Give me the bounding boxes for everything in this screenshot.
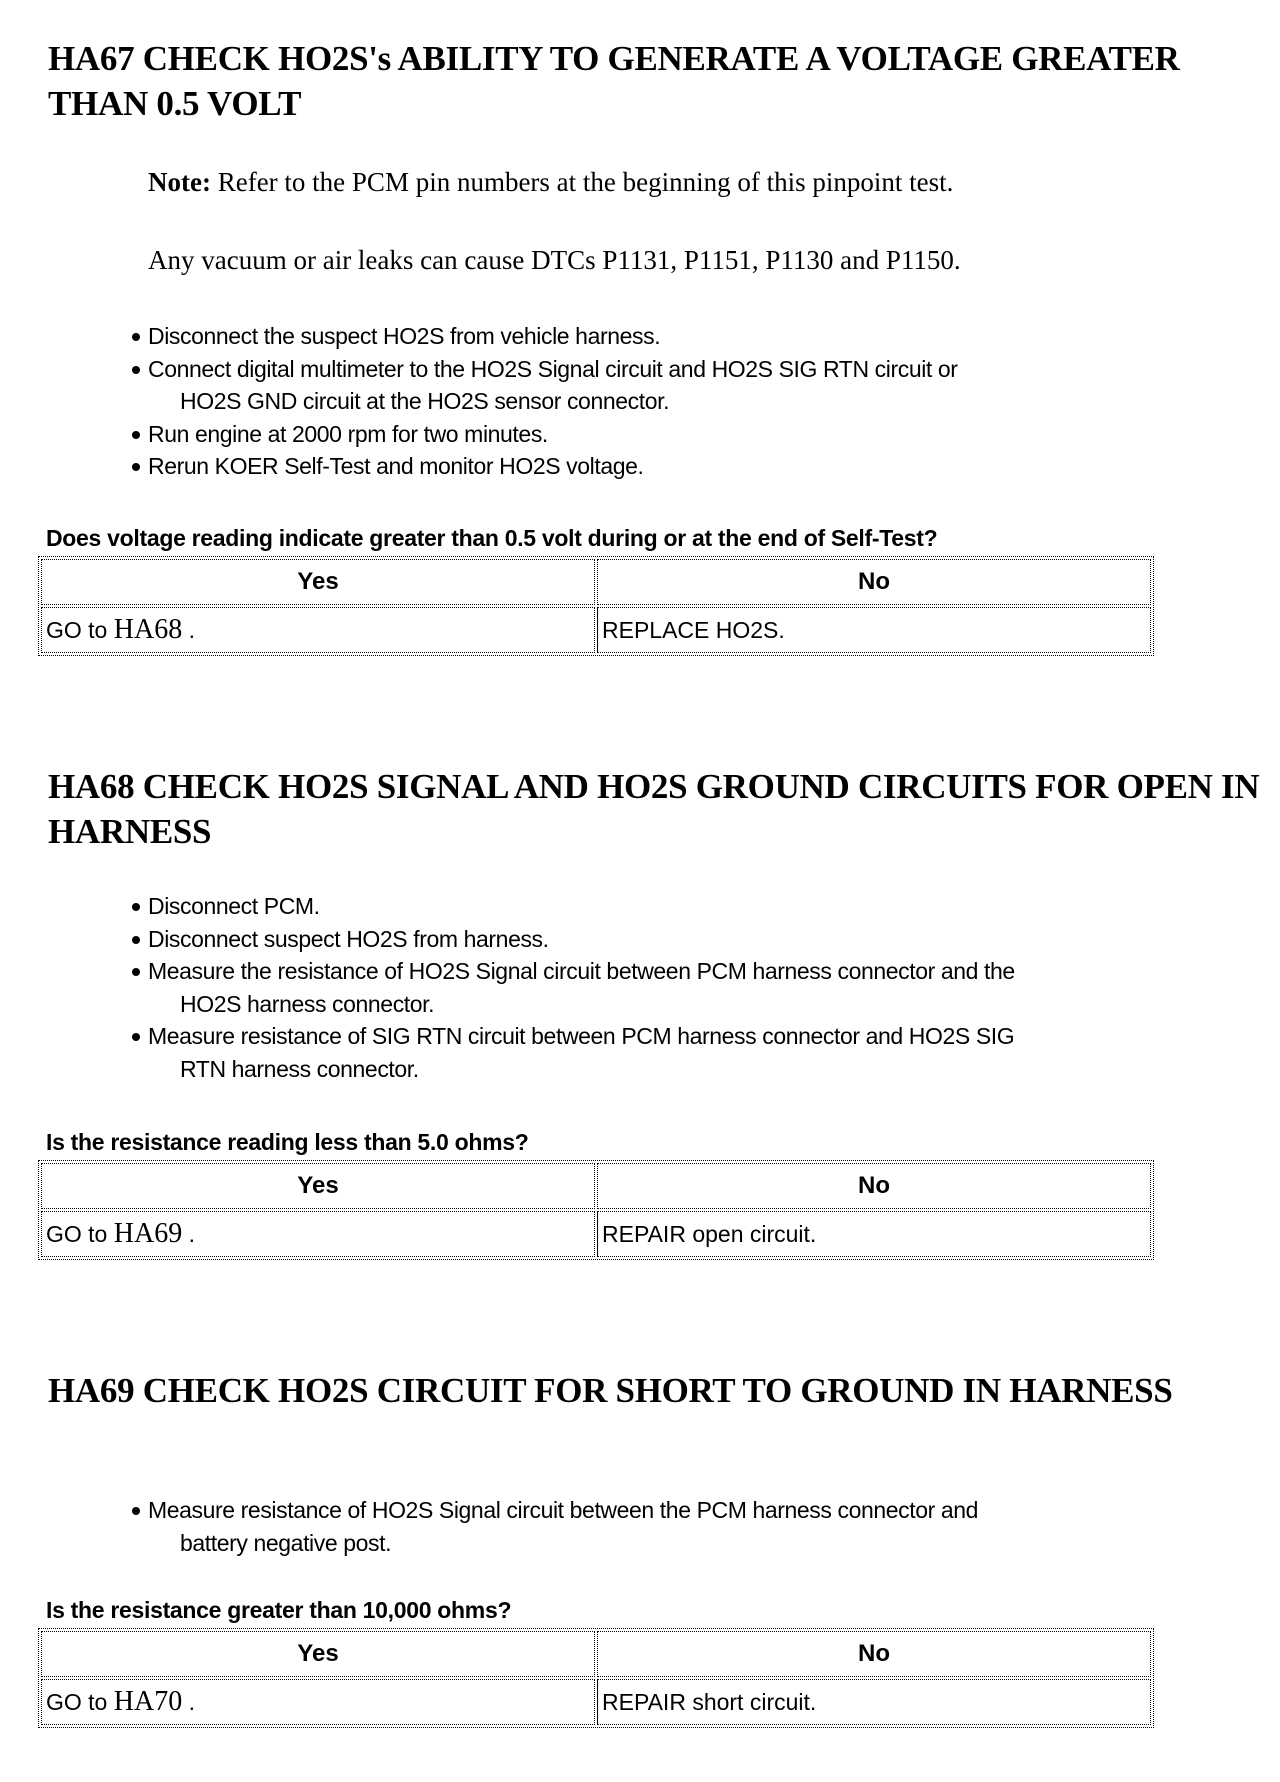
yes-header: Yes bbox=[41, 559, 595, 605]
step-item bbox=[130, 450, 1240, 483]
step-text-continued: HO2S GND circuit at the HO2S sensor connector. bbox=[180, 388, 670, 414]
yes-cell bbox=[41, 607, 595, 653]
yes-cell bbox=[41, 1679, 595, 1725]
step-item bbox=[130, 1020, 1240, 1085]
step-text: Disconnect suspect HO2S from harness. bbox=[148, 925, 549, 952]
goto-prefix: GO to bbox=[46, 1221, 114, 1247]
step-text: Connect digital multimeter to the HO2S Signal circuit and HO2S SIG RTN circuit or bbox=[148, 355, 958, 382]
no-header: No bbox=[597, 559, 1151, 605]
goto-suffix: . bbox=[182, 1221, 195, 1247]
test-question: Is the resistance reading less than 5.0 ohms? bbox=[46, 1129, 529, 1155]
yes-header: Yes bbox=[41, 1163, 595, 1209]
yes-cell bbox=[41, 1211, 595, 1257]
step-list bbox=[130, 1494, 1240, 1559]
step-item bbox=[130, 418, 1240, 451]
step-text-continued: battery negative post. bbox=[180, 1529, 392, 1556]
goto-suffix: . bbox=[182, 1689, 195, 1715]
step-item bbox=[130, 955, 1240, 1020]
step-text: Disconnect the suspect HO2S from vehicle harness. bbox=[148, 323, 661, 349]
no-header: No bbox=[597, 1163, 1151, 1209]
step-text: Disconnect PCM. bbox=[148, 893, 320, 919]
goto-link-ha70[interactable]: HA70 bbox=[113, 1686, 183, 1717]
test-question: Does voltage reading indicate greater than 0.5 volt during or at the end of Self-Test? bbox=[46, 525, 938, 551]
section-heading-ha68: HA68 CHECK HO2S SIGNAL AND HO2S GROUND CIRCUITS FOR OPEN IN HARNESS bbox=[48, 767, 1260, 851]
step-item bbox=[130, 320, 1240, 353]
step-list bbox=[130, 890, 1240, 1085]
goto-prefix: GO to bbox=[46, 617, 114, 643]
goto-suffix: . bbox=[182, 617, 195, 643]
step-text: Rerun KOER Self-Test and monitor HO2S voltage. bbox=[148, 453, 644, 479]
no-cell: REPAIR short circuit. bbox=[597, 1679, 1151, 1725]
no-cell: REPAIR open circuit. bbox=[597, 1211, 1151, 1257]
yes-header: Yes bbox=[41, 1631, 595, 1677]
step-text: Run engine at 2000 rpm for two minutes. bbox=[148, 420, 548, 447]
no-cell: REPLACE HO2S. bbox=[597, 607, 1151, 653]
step-text: Measure the resistance of HO2S Signal circuit between PCM harness connector and the bbox=[148, 958, 1015, 984]
step-item bbox=[130, 890, 1240, 923]
step-text-continued: HO2S harness connector. bbox=[180, 990, 435, 1017]
goto-link-ha69[interactable]: HA69 bbox=[113, 1218, 183, 1249]
note-text: Refer to the PCM pin numbers at the beginning of this pinpoint test. bbox=[210, 167, 954, 197]
section-heading-ha67: HA67 CHECK HO2S's ABILITY TO GENERATE A VOLTAGE GREATER THAN 0.5 VOLT bbox=[48, 39, 1180, 123]
goto-prefix: GO to bbox=[46, 1689, 114, 1715]
goto-link-ha68[interactable]: HA68 bbox=[113, 614, 183, 645]
step-text-continued: RTN harness connector. bbox=[180, 1055, 419, 1082]
note-label: Note: bbox=[148, 167, 211, 197]
no-header: No bbox=[597, 1631, 1151, 1677]
step-text: Measure resistance of SIG RTN circuit between PCM harness connector and HO2S SIG bbox=[148, 1023, 1015, 1049]
step-item bbox=[130, 923, 1240, 956]
yes-no-table bbox=[38, 556, 1154, 656]
test-question: Is the resistance greater than 10,000 ohms? bbox=[46, 1597, 512, 1623]
step-item bbox=[130, 353, 1240, 418]
section-heading-ha69: HA69 CHECK HO2S CIRCUIT FOR SHORT TO GROUND IN HARNESS bbox=[48, 1371, 1173, 1410]
note-dtc-warning: Any vacuum or air leaks can cause DTCs P1131, P1151, P1130 and P1150. bbox=[148, 245, 961, 275]
step-text: Measure resistance of HO2S Signal circuit between the PCM harness connector and bbox=[148, 1497, 979, 1523]
step-item bbox=[130, 1494, 1240, 1559]
yes-no-table bbox=[38, 1160, 1154, 1260]
step-list bbox=[130, 320, 1240, 483]
note bbox=[148, 166, 953, 198]
yes-no-table bbox=[38, 1628, 1154, 1728]
